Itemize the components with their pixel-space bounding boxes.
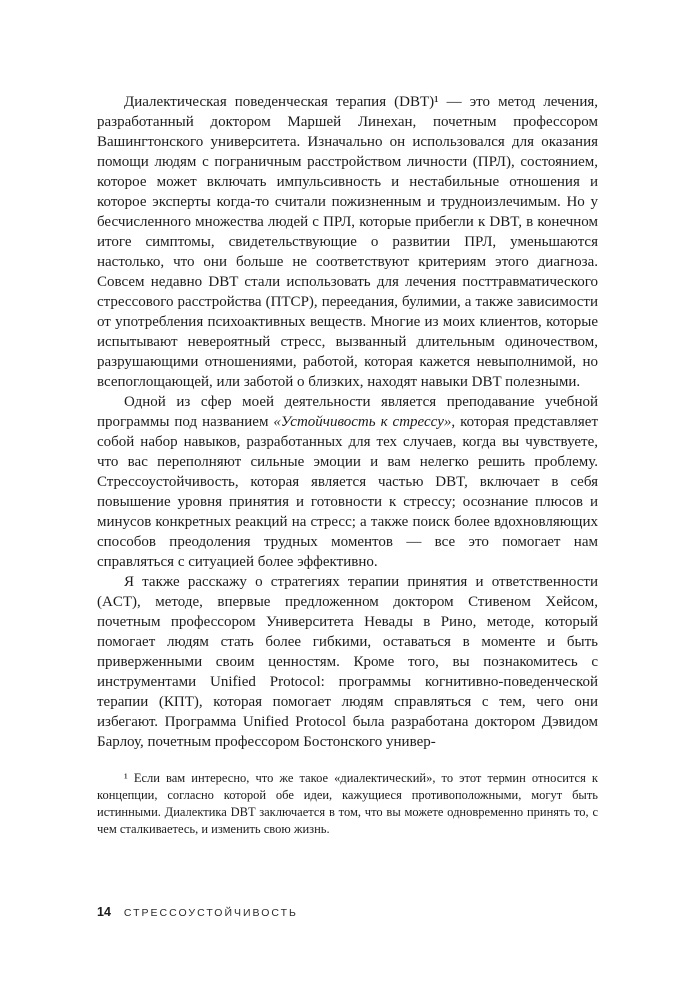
paragraph-act-unified-protocol: Я также расскажу о стратегиях терапии принятия и ответственности (ACT), методе, впервые предложенном доктором Стивеном Хейсом, почетным профессором Университета Невады в Рино, методе, который помогает людям стать более гибкими, оставаться в моменте и быть приверженными своим ценностям. Кроме того, вы познакомитесь с инструментами Unified Protocol: программы когнитивно-поведенческой терапии (КПТ), которая помогает людям справляться с тем, чего они избегают. Программа Unified Protocol была разработана доктором Дэвидом Барлоу, почетным профессором Бостонского универ- [97,574,598,750]
paragraph-stress-program [97,392,598,572]
paragraph-2-rest: , которая представляет собой набор навыков, разработанных для тех случаев, когда вы чувствуете, что вас переполняют сильные эмоции и вам нелегко решить проблему. Стрессоустойчивость, которая является частью DBT, включает в себя повышение уровня принятия и готовности к стрессу; осознание плюсов и минусов конкретных реакций на стресс; а также поиск более вдохновляющих способов преодоления трудных моментов — все это помогает нам справляться с ситуацией более эффективно. [97,414,598,570]
footnote: ¹ Если вам интересно, что же такое «диалектический», то этот термин относится к концепции, согласно которой обе идеи, кажущиеся противоположными, могут быть истинными. Диалектика DBT заключается в том, что вы можете одновременно принять то, с чем сталкиваетесь, и изменить свою жизнь. [97,771,598,836]
running-title: СТРЕССОУСТОЙЧИВОСТЬ [123,907,298,919]
paragraph-dbt-intro: Диалектическая поведенческая терапия (DBT)¹ — это метод лечения, разработанный доктором Маршей Линехан, почетным профессором Вашингтонского университета. Изначально он использовался для оказания помощи людям с пограничным расстройством личности (ПРЛ), состоянием, которое может включать импульсивность и нестабильные отношения и которое эксперты когда-то считали пожизненным и трудноизлечимым. Но у бесчисленного множества людей с ПРЛ, которые прибегли к DBT, в конечном итоге симптомы, свидетельствующие о развитии ПРЛ, уменьшаются настолько, что они больше не соответствуют критериям этого диагноза. Совсем недавно DBT стали использовать для лечения посттравматического стрессового расстройства (ПТСР), переедания, булимии, а также зависимости от употребления психоактивных веществ. Многие из моих клиентов, которые испытывают невероятный стресс, вызванный длительным одиночеством, разрушающими отношениями, работой, которая кажется невыполнимой, но всепоглощающей, или заботой о близких, находят навыки DBT полезными. [97,94,598,390]
paragraph-2-lead: Одной из сфер моей деятельности является преподавание учебной программы под названием [97,394,598,430]
page-footer [97,905,298,919]
text-block [97,92,598,838]
program-title-italic: «Устойчивость к стрессу» [273,414,452,430]
page-number: 14 [97,905,111,919]
